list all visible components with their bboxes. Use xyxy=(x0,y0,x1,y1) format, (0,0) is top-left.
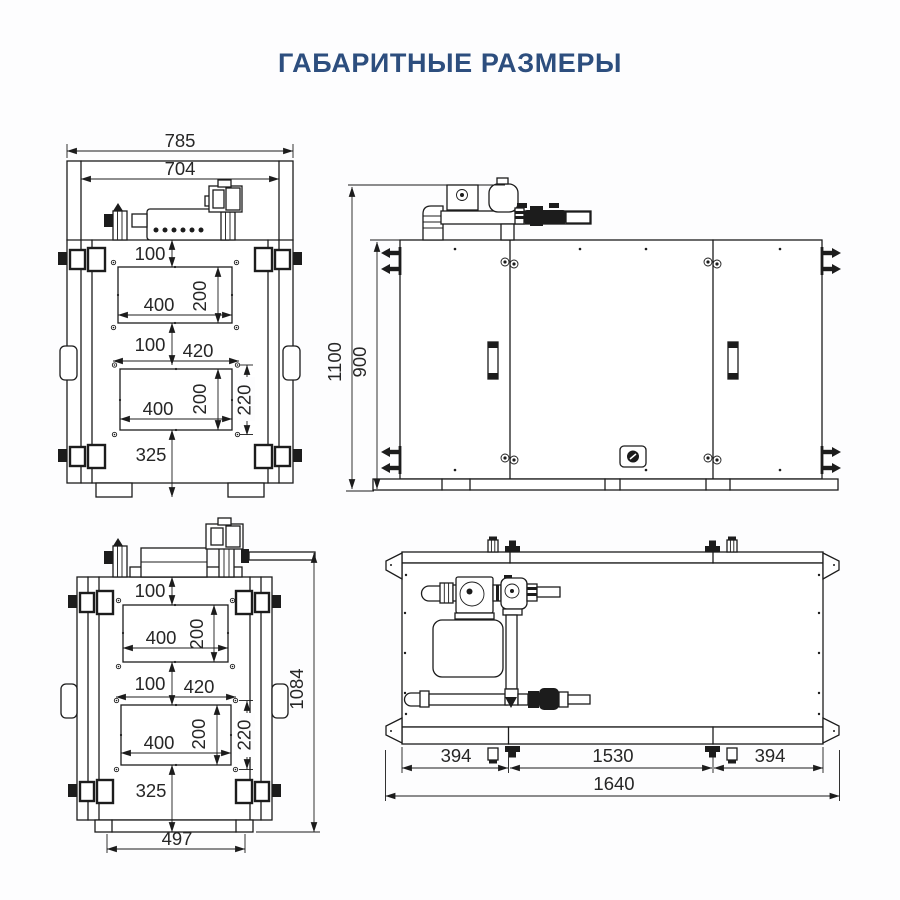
dim-label-panel2-outer-height: 220 xyxy=(233,384,255,416)
back-view xyxy=(61,518,320,853)
dim-label-bottom-offset: 325 xyxy=(135,444,167,465)
dim-label-top-offset: 100 xyxy=(134,243,166,264)
dim-label-overall-width: 785 xyxy=(164,130,196,151)
dim-label-left-offset: 394 xyxy=(440,745,472,766)
dim-label-inner-width: 704 xyxy=(164,158,196,179)
dim-label-total-height: 1100 xyxy=(324,342,345,382)
dim-label-overall-length: 1640 xyxy=(593,773,635,794)
side-body xyxy=(373,240,838,490)
side-lock xyxy=(620,446,646,467)
dim-label-back-top-offset: 100 xyxy=(134,580,166,601)
dim-label-back-panel1-height: 200 xyxy=(186,618,207,650)
dim-label-back-panel1-width: 400 xyxy=(145,627,177,648)
dim-label-back-panel-gap: 100 xyxy=(134,673,166,694)
dim-label-back-total-height: 1084 xyxy=(286,668,307,710)
side-view xyxy=(324,178,841,491)
dim-label-right-offset: 394 xyxy=(754,745,786,766)
dim-label-back-panel2-outer-height: 220 xyxy=(233,719,255,751)
front-view xyxy=(58,130,302,497)
dim-label-back-panel2-width: 400 xyxy=(143,732,175,753)
dim-label-back-bottom-offset: 325 xyxy=(135,780,167,801)
side-piping-assembly xyxy=(423,178,591,240)
dim-label-base-width: 497 xyxy=(161,828,193,849)
top-dimensions xyxy=(386,745,840,801)
top-view xyxy=(386,537,840,802)
top-body xyxy=(386,552,839,744)
back-burner-assembly xyxy=(104,518,315,577)
dim-label-center-span: 1530 xyxy=(592,745,634,766)
dim-label-back-panel2-height: 200 xyxy=(188,718,209,750)
dim-label-panel1-height: 200 xyxy=(189,280,210,312)
page-title: ГАБАРИТНЫЕ РАЗМЕРЫ xyxy=(277,48,623,78)
dim-label-panel2-width: 400 xyxy=(142,398,174,419)
dim-label-panel2-height: 200 xyxy=(189,383,210,415)
dim-label-panel1-width: 400 xyxy=(143,294,175,315)
dim-label-panel-gap: 100 xyxy=(134,334,166,355)
dim-label-back-panel2-outer-width: 420 xyxy=(183,676,215,697)
dim-label-panel2-outer-width: 420 xyxy=(182,340,214,361)
dim-label-body-height: 900 xyxy=(349,346,370,378)
